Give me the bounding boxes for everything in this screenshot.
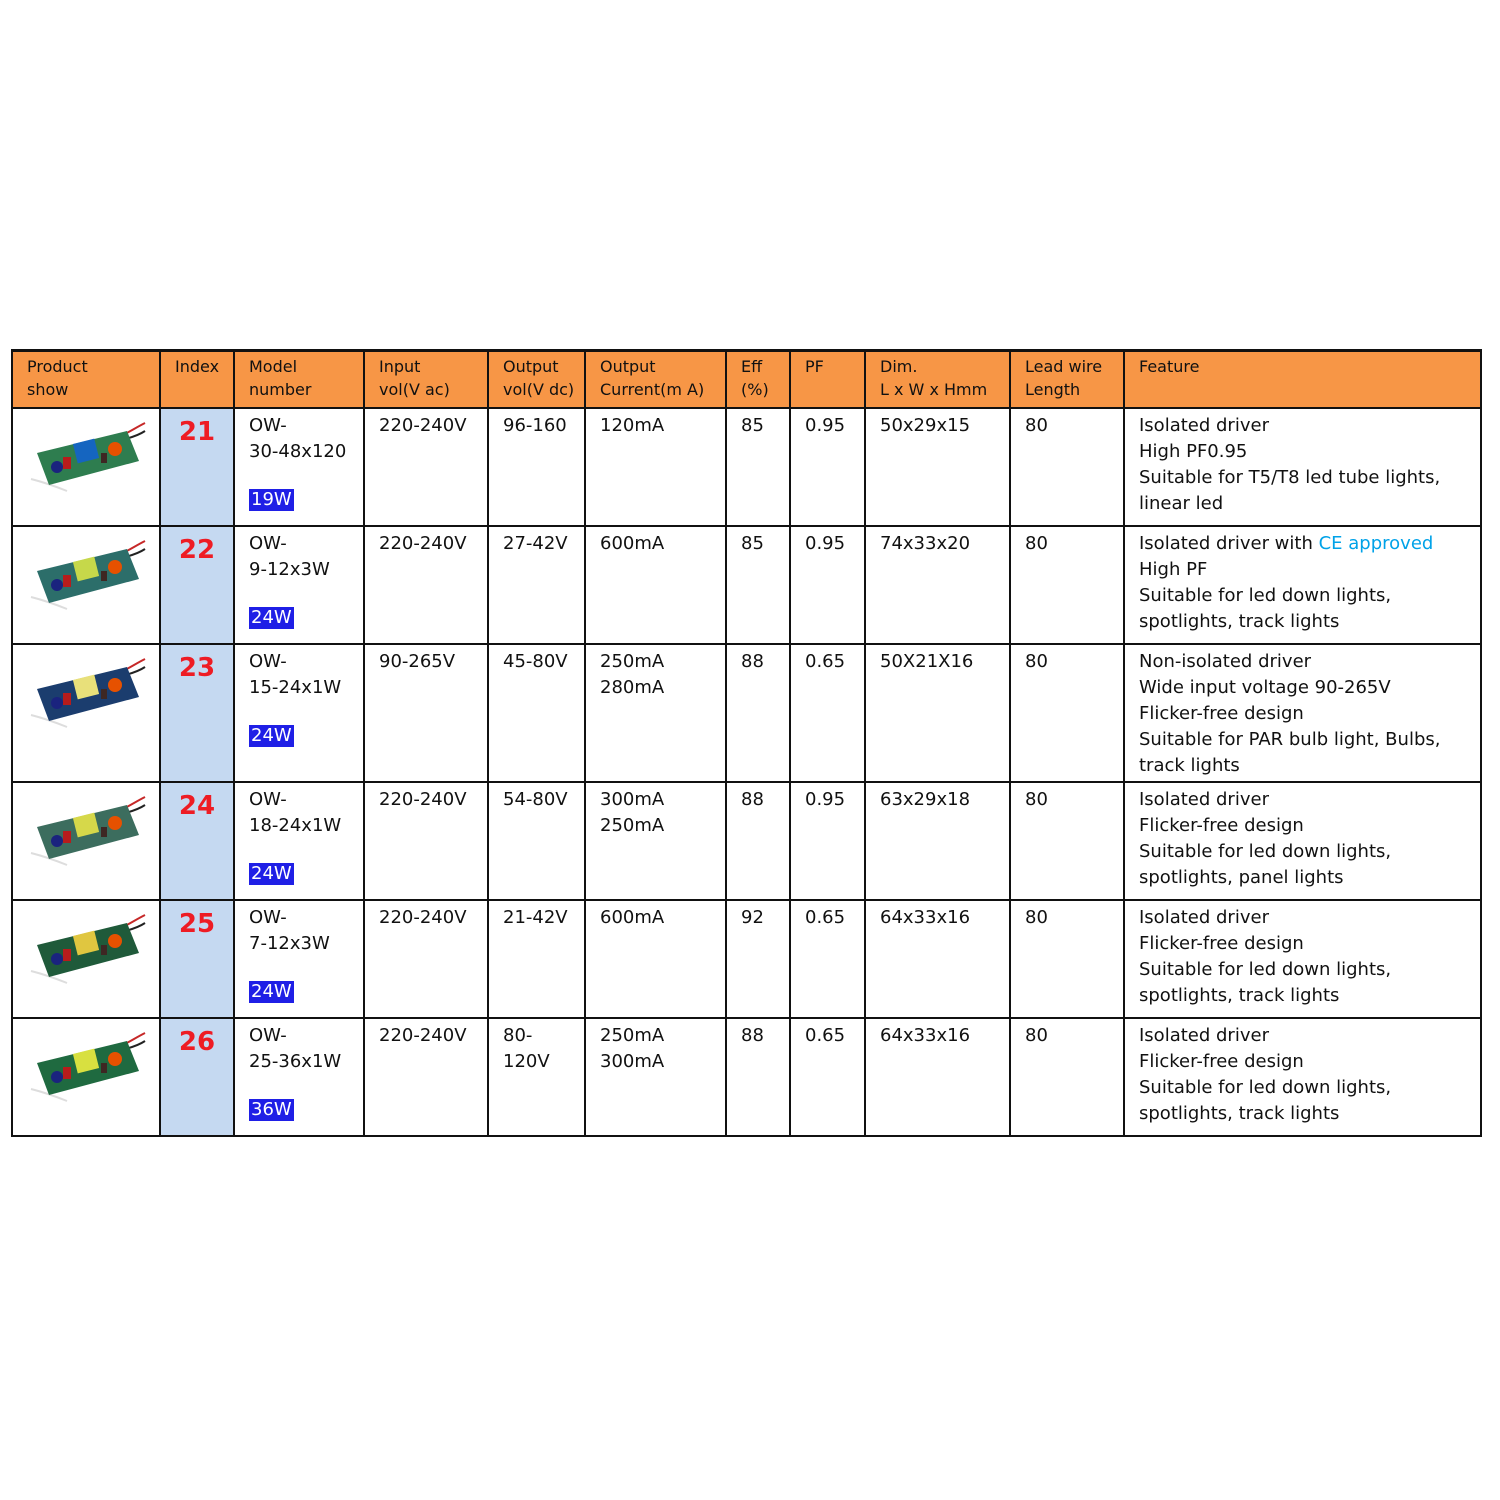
feature-line-3: Flicker-free design: [1139, 703, 1304, 724]
header-feature: [1124, 351, 1481, 409]
header-power-factor: [790, 351, 865, 409]
output-voltage-line1: 45-80V: [503, 651, 568, 672]
table-header: [12, 351, 1481, 409]
product-show-cell: [12, 408, 160, 526]
feature-line-1: [1139, 413, 1474, 439]
model-code: 30-48x120: [249, 441, 347, 462]
header-line2: L x W x Hmm: [880, 380, 988, 399]
feature-line-4: spotlights, track lights: [1139, 1103, 1340, 1124]
board-part: [63, 457, 71, 469]
board-part: [108, 816, 122, 830]
header-line1: Model: [249, 357, 298, 376]
output-voltage-line1: 54-80V: [503, 789, 568, 810]
board-part: [51, 579, 63, 591]
table-row: [12, 900, 1481, 1018]
feature-text: Isolated driver: [1139, 415, 1269, 436]
header-line1: Feature: [1139, 357, 1200, 376]
header-line1: Lead wire: [1025, 357, 1103, 376]
header-index: [160, 351, 234, 409]
index-cell: 22: [160, 526, 234, 644]
output-voltage-line1: 80-: [503, 1025, 533, 1046]
header-line1: Eff: [741, 357, 763, 376]
index-cell: 24: [160, 782, 234, 900]
feature-line-1: [1139, 1023, 1474, 1049]
output-voltage-line1: 27-42V: [503, 533, 568, 554]
power-factor-cell: 0.95: [790, 408, 865, 526]
feature-line-2: Wide input voltage 90-265V: [1139, 677, 1391, 698]
product-show-cell: [12, 782, 160, 900]
table-body: [12, 408, 1481, 1136]
lead-wire-cell: 80: [1010, 1018, 1124, 1136]
table-row: [12, 408, 1481, 526]
power-factor-cell: 0.65: [790, 644, 865, 782]
efficiency-cell: 88: [726, 782, 790, 900]
product-show-cell: [12, 900, 160, 1018]
board-part: [101, 689, 107, 699]
board-part: [63, 693, 71, 705]
driver-board-icon: [27, 1027, 147, 1107]
header-output-current: [585, 351, 726, 409]
ce-approved-link[interactable]: CE approved: [1318, 533, 1434, 554]
index-cell: 25: [160, 900, 234, 1018]
efficiency-cell: 88: [726, 644, 790, 782]
driver-board-icon: [27, 909, 147, 989]
output-voltage-cell: [488, 900, 585, 1018]
model-code: 25-36x1W: [249, 1051, 342, 1072]
header-line1: Output: [503, 357, 559, 376]
feature-line-2: Flicker-free design: [1139, 933, 1304, 954]
model-number-cell: [234, 1018, 364, 1136]
feature-line-4: Suitable for PAR bulb light, Bulbs,: [1139, 729, 1441, 750]
dimensions-cell: 64x33x16: [865, 900, 1010, 1018]
power-factor-cell: 0.95: [790, 782, 865, 900]
header-line2: Current(m A): [600, 380, 705, 399]
efficiency-cell: 92: [726, 900, 790, 1018]
model-prefix: OW-: [249, 415, 287, 436]
feature-line-1: [1139, 649, 1474, 675]
index-cell: 23: [160, 644, 234, 782]
feature-line-2: Flicker-free design: [1139, 815, 1304, 836]
board-part: [51, 835, 63, 847]
output-current-line1: 600mA: [600, 533, 665, 554]
output-voltage-cell: [488, 782, 585, 900]
feature-cell: [1124, 900, 1481, 1018]
output-current-line2: 300mA: [600, 1051, 665, 1072]
wattage-badge: 24W: [251, 863, 292, 884]
wattage-badge: 24W: [251, 607, 292, 628]
feature-line-3: Suitable for T5/T8 led tube lights,: [1139, 467, 1441, 488]
feature-text: Isolated driver: [1139, 907, 1269, 928]
output-voltage-line1: 96-160: [503, 415, 567, 436]
table-row: [12, 526, 1481, 644]
feature-line-4: spotlights, track lights: [1139, 611, 1340, 632]
efficiency-cell: 85: [726, 408, 790, 526]
input-voltage-cell: 220-240V: [364, 408, 488, 526]
board-part: [51, 1071, 63, 1083]
output-current-line1: 300mA: [600, 789, 665, 810]
input-voltage-cell: 220-240V: [364, 900, 488, 1018]
index-cell: 26: [160, 1018, 234, 1136]
model-prefix: OW-: [249, 907, 287, 928]
header-line2: Length: [1025, 380, 1081, 399]
driver-board-icon: [27, 417, 147, 497]
power-factor-cell: 0.95: [790, 526, 865, 644]
input-voltage-cell: 220-240V: [364, 782, 488, 900]
output-current-cell: [585, 526, 726, 644]
output-current-cell: [585, 782, 726, 900]
lead-wire-cell: 80: [1010, 526, 1124, 644]
product-show-cell: [12, 1018, 160, 1136]
product-show-cell: [12, 644, 160, 782]
model-number-cell: [234, 900, 364, 1018]
driver-spec-table: [11, 349, 1482, 1137]
output-current-cell: [585, 644, 726, 782]
header-line1: Dim.: [880, 357, 918, 376]
output-current-line1: 250mA: [600, 1025, 665, 1046]
wattage-badge: 19W: [251, 489, 292, 510]
header-line1: Output: [600, 357, 656, 376]
feature-text: Isolated driver: [1139, 789, 1269, 810]
product-show-cell: [12, 526, 160, 644]
feature-line-2: High PF: [1139, 559, 1208, 580]
output-voltage-cell: [488, 408, 585, 526]
board-part: [63, 949, 71, 961]
lead-wire-cell: 80: [1010, 900, 1124, 1018]
feature-line-4: linear led: [1139, 493, 1224, 514]
board-part: [108, 934, 122, 948]
header-efficiency: [726, 351, 790, 409]
wattage-badge: 36W: [251, 1099, 292, 1120]
output-current-line1: 600mA: [600, 907, 665, 928]
feature-cell: [1124, 644, 1481, 782]
feature-cell: [1124, 1018, 1481, 1136]
feature-line-3: Suitable for led down lights,: [1139, 585, 1392, 606]
feature-line-2: High PF0.95: [1139, 441, 1248, 462]
model-code: 7-12x3W: [249, 933, 330, 954]
output-voltage-cell: [488, 644, 585, 782]
feature-text: Non-isolated driver: [1139, 651, 1312, 672]
header-output-voltage: [488, 351, 585, 409]
header-line2: number: [249, 380, 312, 399]
header-line2: show: [27, 380, 69, 399]
dimensions-cell: 50X21X16: [865, 644, 1010, 782]
model-prefix: OW-: [249, 651, 287, 672]
header-row: [12, 351, 1481, 409]
input-voltage-cell: 220-240V: [364, 1018, 488, 1136]
feature-line-4: spotlights, panel lights: [1139, 867, 1344, 888]
model-number-cell: [234, 526, 364, 644]
dimensions-cell: 64x33x16: [865, 1018, 1010, 1136]
header-input-voltage: [364, 351, 488, 409]
header-line1: Index: [175, 357, 220, 376]
output-current-cell: [585, 408, 726, 526]
model-number-cell: [234, 408, 364, 526]
feature-line-4: spotlights, track lights: [1139, 985, 1340, 1006]
model-code: 15-24x1W: [249, 677, 342, 698]
header-line1: PF: [805, 357, 824, 376]
feature-line-3: Suitable for led down lights,: [1139, 959, 1392, 980]
output-current-line1: 120mA: [600, 415, 665, 436]
model-prefix: OW-: [249, 789, 287, 810]
efficiency-cell: 88: [726, 1018, 790, 1136]
model-number-cell: [234, 644, 364, 782]
header-model-number: [234, 351, 364, 409]
table-row: [12, 1018, 1481, 1136]
board-part: [63, 831, 71, 843]
dimensions-cell: 50x29x15: [865, 408, 1010, 526]
model-code: 18-24x1W: [249, 815, 342, 836]
feature-line-1: [1139, 905, 1474, 931]
board-part: [108, 678, 122, 692]
model-code: 9-12x3W: [249, 559, 330, 580]
feature-text: Isolated driver: [1139, 1025, 1269, 1046]
header-lead-wire-length: [1010, 351, 1124, 409]
lead-wire-cell: 80: [1010, 408, 1124, 526]
output-current-cell: [585, 1018, 726, 1136]
feature-cell: [1124, 782, 1481, 900]
lead-wire-cell: 80: [1010, 644, 1124, 782]
model-number-cell: [234, 782, 364, 900]
output-voltage-cell: [488, 1018, 585, 1136]
table-row: [12, 644, 1481, 782]
wattage-badge: 24W: [251, 981, 292, 1002]
header-line2: vol(V dc): [503, 380, 575, 399]
output-current-cell: [585, 900, 726, 1018]
output-voltage-cell: [488, 526, 585, 644]
header-line2: vol(V ac): [379, 380, 450, 399]
feature-line-1: [1139, 787, 1474, 813]
driver-board-icon: [27, 791, 147, 871]
feature-line-3: Suitable for led down lights,: [1139, 841, 1392, 862]
feature-cell: [1124, 526, 1481, 644]
output-voltage-line2: 120V: [503, 1051, 550, 1072]
header-product-show: [12, 351, 160, 409]
board-part: [63, 1067, 71, 1079]
wattage-badge: 24W: [251, 725, 292, 746]
table-row: [12, 782, 1481, 900]
dimensions-cell: 74x33x20: [865, 526, 1010, 644]
output-current-line2: 250mA: [600, 815, 665, 836]
model-prefix: OW-: [249, 533, 287, 554]
header-dimensions: [865, 351, 1010, 409]
board-part: [101, 571, 107, 581]
power-factor-cell: 0.65: [790, 900, 865, 1018]
driver-board-icon: [27, 535, 147, 615]
feature-cell: [1124, 408, 1481, 526]
board-part: [101, 1063, 107, 1073]
output-current-line1: 250mA: [600, 651, 665, 672]
board-part: [51, 953, 63, 965]
feature-line-2: Flicker-free design: [1139, 1051, 1304, 1072]
efficiency-cell: 85: [726, 526, 790, 644]
power-factor-cell: 0.65: [790, 1018, 865, 1136]
input-voltage-cell: 220-240V: [364, 526, 488, 644]
driver-board-icon: [27, 653, 147, 733]
board-part: [108, 442, 122, 456]
board-part: [101, 453, 107, 463]
input-voltage-cell: 90-265V: [364, 644, 488, 782]
output-voltage-line1: 21-42V: [503, 907, 568, 928]
output-current-line2: 280mA: [600, 677, 665, 698]
feature-text: Isolated driver with: [1139, 533, 1319, 554]
index-cell: 21: [160, 408, 234, 526]
feature-line-1: [1139, 531, 1474, 557]
dimensions-cell: 63x29x18: [865, 782, 1010, 900]
lead-wire-cell: 80: [1010, 782, 1124, 900]
board-part: [51, 697, 63, 709]
feature-line-3: Suitable for led down lights,: [1139, 1077, 1392, 1098]
board-part: [108, 560, 122, 574]
board-part: [101, 945, 107, 955]
header-line2: (%): [741, 380, 769, 399]
board-part: [63, 575, 71, 587]
model-prefix: OW-: [249, 1025, 287, 1046]
feature-line-5: track lights: [1139, 755, 1240, 776]
header-line1: Product: [27, 357, 88, 376]
board-part: [51, 461, 63, 473]
header-line1: Input: [379, 357, 421, 376]
board-part: [108, 1052, 122, 1066]
board-part: [101, 827, 107, 837]
